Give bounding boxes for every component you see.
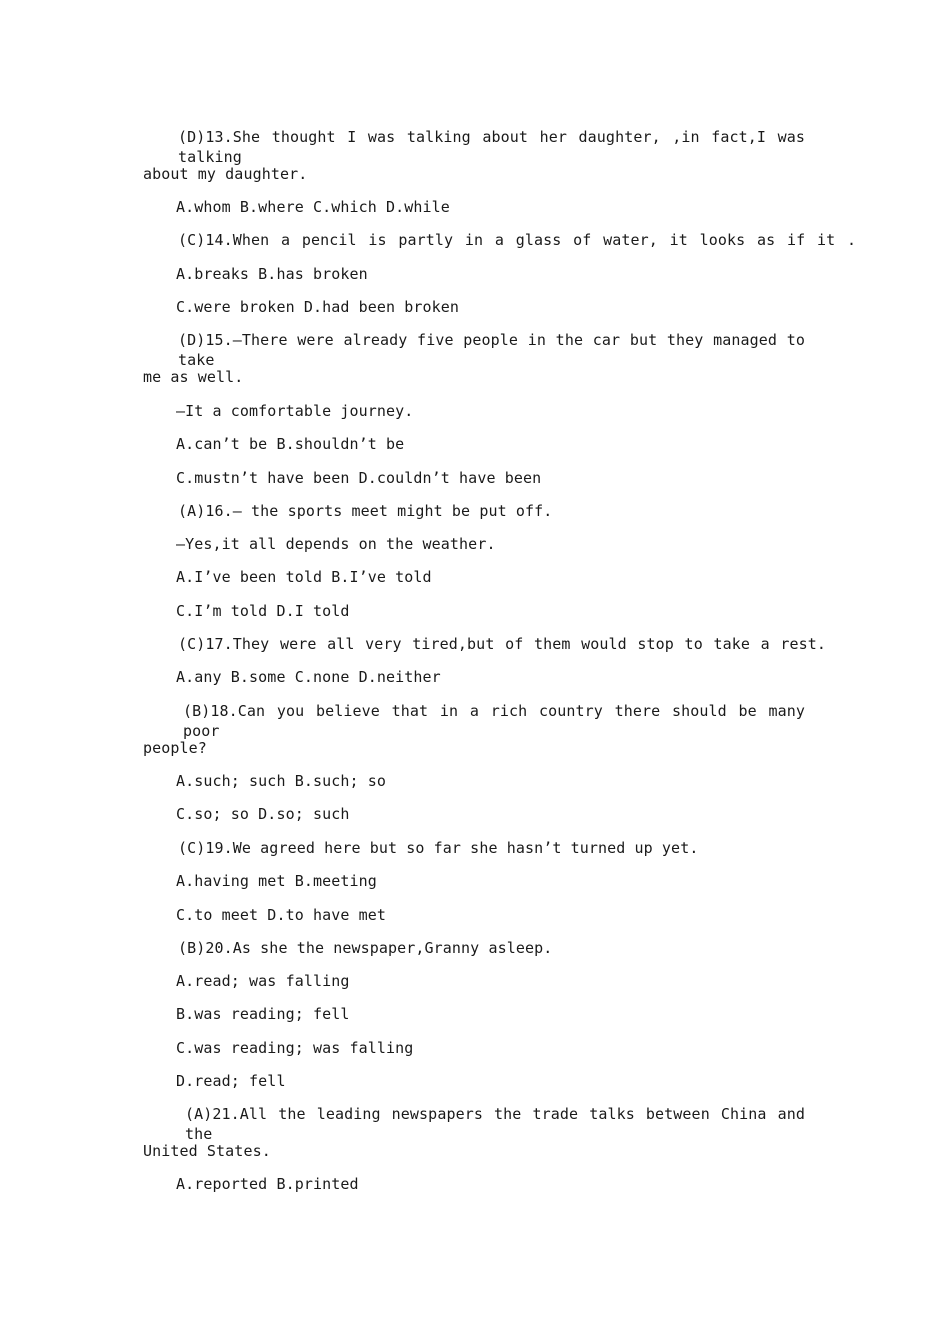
question-18-stem: (B)18.Can you believe that in a rich country there should be many poor	[183, 702, 805, 740]
question-19-options-cd: C.to meet D.to have met	[176, 906, 387, 924]
question-19-stem: (C)19.We agreed here but so far she hasn’t turned up yet.	[178, 839, 699, 857]
question-14-options-ab: A.breaks B.has broken	[176, 265, 368, 283]
question-20-option-b: B.was reading; fell	[176, 1005, 350, 1023]
question-15-options-cd: C.mustn’t have been D.couldn’t have been	[176, 469, 542, 487]
question-21-options: A.reported B.printed	[176, 1175, 359, 1193]
question-15-stem-continued: me as well.	[143, 368, 244, 386]
question-13-options: A.whom B.where C.which D.while	[176, 198, 450, 216]
question-20-option-a: A.read; was falling	[176, 972, 350, 990]
question-18-stem-continued: people?	[143, 739, 207, 757]
question-21-stem-continued: United States.	[143, 1142, 271, 1160]
question-20-option-d: D.read; fell	[176, 1072, 286, 1090]
question-14-options-cd: C.were broken D.had been broken	[176, 298, 460, 316]
question-18-options-cd: C.so; so D.so; such	[176, 805, 350, 823]
question-16-options-ab: A.I’ve been told B.I’ve told	[176, 568, 432, 586]
question-16-reply: —Yes,it all depends on the weather.	[176, 535, 496, 553]
question-14-stem: (C)14.When a pencil is partly in a glass of water, it looks as if it .	[178, 231, 857, 249]
question-18-options-ab: A.such; such B.such; so	[176, 772, 387, 790]
question-17-stem: (C)17.They were all very tired,but of them would stop to take a rest.	[178, 635, 827, 653]
question-15-options-ab: A.can’t be B.shouldn’t be	[176, 435, 405, 453]
question-13-stem: (D)13.She thought I was talking about her daughter, ,in fact,I was talking	[178, 128, 805, 166]
question-20-stem: (B)20.As she the newspaper,Granny asleep.	[178, 939, 553, 957]
question-19-options-ab: A.having met B.meeting	[176, 872, 377, 890]
question-15-stem: (D)15.—There were already five people in the car but they managed to take	[178, 331, 805, 369]
question-13-stem-continued: about my daughter.	[143, 165, 308, 183]
question-17-options: A.any B.some C.none D.neither	[176, 668, 441, 686]
question-16-stem: (A)16.— the sports meet might be put off.	[178, 502, 553, 520]
question-20-option-c: C.was reading; was falling	[176, 1039, 414, 1057]
question-15-reply: —It a comfortable journey.	[176, 402, 414, 420]
question-21-stem: (A)21.All the leading newspapers the trade talks between China and the	[185, 1105, 805, 1143]
question-16-options-cd: C.I’m told D.I told	[176, 602, 350, 620]
